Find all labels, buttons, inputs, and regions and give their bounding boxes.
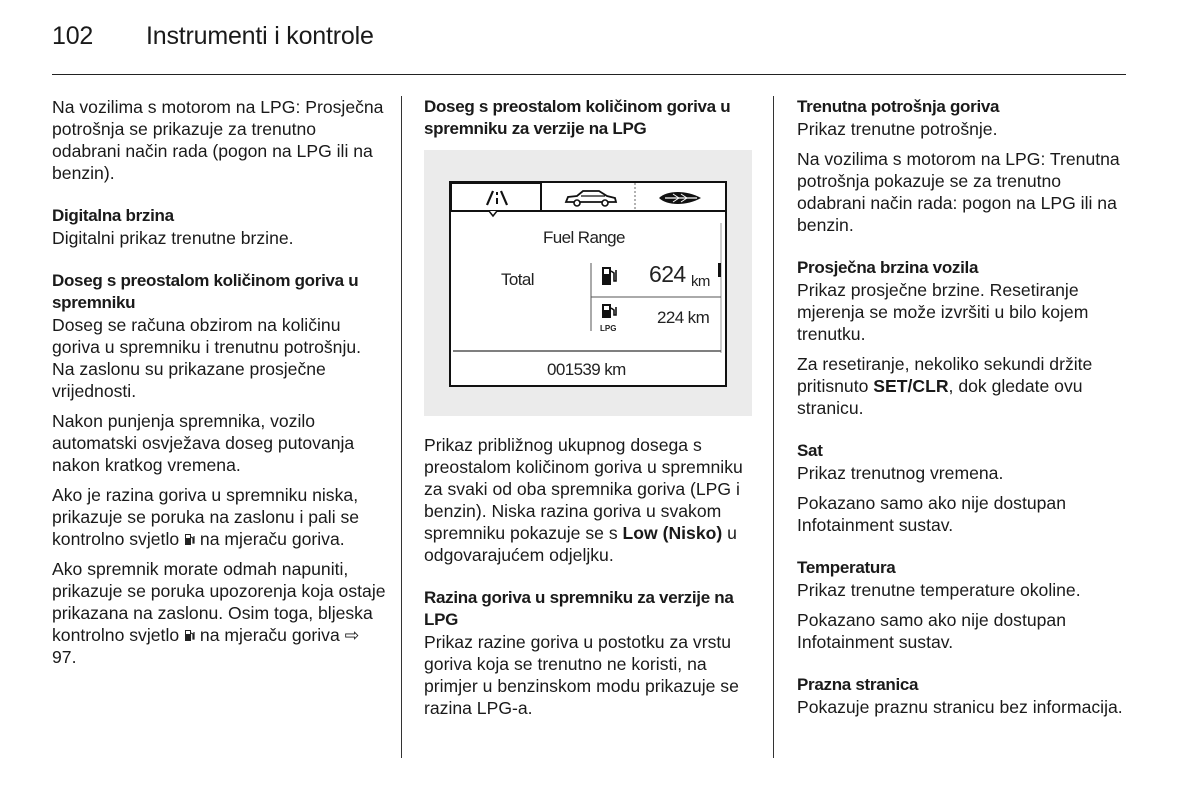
petrol-pump-icon — [601, 265, 617, 287]
total-label: Total — [501, 270, 534, 289]
paragraph: Ako je razina goriva u spremniku niska, prikazuje se poruka na zaslonu i pali se kontrolno svjetlo na mjeraču goriva. — [52, 485, 360, 549]
page-reference-link[interactable]: ⇨ 97. — [52, 625, 360, 667]
eco-leaf-icon — [657, 190, 703, 206]
column-divider-2 — [773, 96, 774, 758]
paragraph: Ako spremnik morate odmah napuniti, prikazuje se poruka upozorenja koja ostaje prikazana na zaslonu. Osim toga, bljeska kontrolno svjetlo na mjeraču goriva ⇨ 97. — [52, 559, 386, 667]
section-heading: Prosječna brzina vozila — [797, 258, 979, 277]
paragraph: Prikaz približnog ukupnog dosega s preostalom količinom goriva u spremniku za svaki od oba spremnika goriva (LPG i benzin). Niska razina goriva u svakom spremniku pokazuje se s Low (Nisko) u odgovarajućem odjeljku. — [424, 435, 743, 565]
column-2 — [424, 96, 759, 727]
page-title: Instrumenti i kontrole — [146, 22, 374, 50]
paragraph: Pokazuje praznu stranicu bez informacija. — [797, 697, 1123, 717]
fuel-pump-icon — [184, 628, 195, 642]
petrol-range-unit: km — [691, 273, 710, 290]
car-icon — [563, 188, 619, 208]
section-heading: Sat — [797, 441, 823, 460]
column-divider-1 — [401, 96, 402, 758]
section-heading: Razina goriva u spremniku za verzije na LPG — [424, 588, 734, 629]
fuel-pump-icon — [184, 532, 195, 546]
paragraph: Na vozilima s motorom na LPG: Prosječna potrošnja se prikazuje za trenutno odabrani način rada (pogon na LPG ili na benzin). — [52, 97, 384, 183]
petrol-range-value: 624 — [649, 261, 686, 287]
paragraph: Prikaz trenutnog vremena. — [797, 463, 1004, 483]
lpg-pump-icon — [601, 303, 617, 319]
road-icon — [477, 189, 517, 207]
column-3 — [797, 96, 1132, 726]
paragraph: Pokazano samo ako nije dostupan Infotainment sustav. — [797, 493, 1066, 535]
section-heading: Temperatura — [797, 558, 896, 577]
paragraph: Pokazano samo ako nije dostupan Infotainment sustav. — [797, 610, 1066, 652]
paragraph: Za resetiranje, nekoliko sekundi držite pritisnuto SET/CLR, dok gledate ovu stranicu. — [797, 354, 1093, 418]
paragraph: Prikaz razine goriva u postotku za vrstu goriva koja se trenutno ne koristi, na primjer u benzinskom modu prikazuje se razina LPG-a. — [424, 632, 739, 718]
paragraph: Doseg se računa obzirom na količinu goriva u spremniku i trenutnu potrošnju. Na zaslonu su prikazane prosječne vrijednosti. — [52, 315, 362, 401]
section-heading: Digitalna brzina — [52, 206, 174, 225]
section-heading: Doseg s preostalom količinom goriva u spremniku za verzije na LPG — [424, 97, 731, 138]
paragraph: Prikaz trenutne potrošnje. — [797, 119, 998, 139]
page-header — [52, 22, 374, 51]
page-number: 102 — [52, 22, 94, 50]
lpg-range-value: 224 km — [657, 308, 710, 327]
lpg-label: LPG — [600, 324, 617, 333]
column-1 — [52, 96, 387, 676]
header-rule — [52, 74, 1126, 75]
section-heading: Doseg s preostalom količinom goriva u spremniku — [52, 271, 359, 312]
paragraph: Digitalni prikaz trenutne brzine. — [52, 228, 294, 248]
section-heading: Trenutna potrošnja goriva — [797, 97, 1000, 116]
display-title: Fuel Range — [543, 228, 625, 247]
paragraph: Na vozilima s motorom na LPG: Trenutna potrošnja pokazuje se za trenutno odabrani način rada: pogon na LPG ili na benzin. — [797, 149, 1120, 235]
paragraph: Prikaz trenutne temperature okoline. — [797, 580, 1081, 600]
section-heading: Prazna stranica — [797, 675, 919, 694]
display-illustration — [424, 150, 752, 416]
paragraph: Prikaz prosječne brzine. Resetiranje mjerenja se može izvršiti u bilo kojem trenutku. — [797, 280, 1089, 344]
odometer-value: 001539 km — [547, 360, 626, 379]
driver-info-display — [449, 181, 727, 387]
paragraph: Nakon punjenja spremnika, vozilo automatski osvježava doseg putovanja nakon kratkog vremena. — [52, 411, 355, 475]
